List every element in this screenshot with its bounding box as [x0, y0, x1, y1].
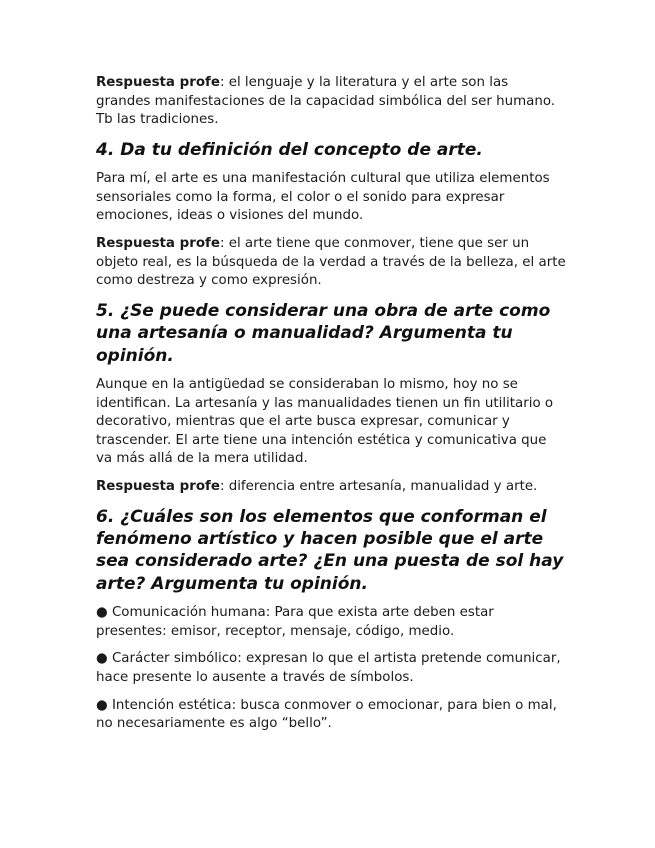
question-4-heading: 4. Da tu definición del concepto de arte. [96, 139, 483, 160]
answer-text: : diferencia entre artesanía, manualidad y arte. [219, 478, 538, 494]
answer-label: Respuesta profe [96, 75, 220, 90]
bullet-item-aesthetic [96, 697, 566, 734]
bullet-item-symbolic [96, 650, 566, 687]
answer-text: : el lenguaje y la literatura y el arte son las grandes manifestaciones de la capacidad simbólica del ser humano. Tb las tradiciones. [96, 75, 556, 128]
bullet-icon: ● [96, 651, 108, 667]
teacher-answer-5 [96, 478, 566, 497]
bullet-icon: ● [96, 605, 108, 621]
student-answer-4: Para mí, el arte es una manifestación cultural que utiliza elementos sensoriales como la forma, el color o el sonido para expresar emociones, ideas o visiones del mundo. [96, 171, 550, 224]
document-page [96, 74, 566, 743]
question-5-heading: 5. ¿Se puede considerar una obra de arte como una artesanía o manualidad? Argumenta tu opinión. [96, 300, 551, 366]
teacher-answer-3 [96, 74, 566, 130]
bullet-item-communication [96, 604, 566, 641]
answer-label: Respuesta profe [96, 478, 220, 494]
student-answer-5: Aunque en la antigüedad se consideraban lo mismo, hoy no se identifican. La artesanía y las manualidades tienen un fin utilitario o decorativo, mientras que el arte busca expresar, comunicar y trascender. El arte tiene una intención estética y comunicativa que va más allá de la mera utilidad. [96, 376, 554, 467]
answer-label: Respuesta profe [96, 235, 220, 251]
bullet-text: Comunicación humana: Para que exista arte deben estar presentes: emisor, receptor, mensaje, código, medio. [96, 605, 494, 639]
answer-text: : el arte tiene que conmover, tiene que ser un objeto real, es la búsqueda de la verdad a través de la belleza, el arte como destreza y como expresión. [96, 235, 566, 289]
teacher-answer-4 [96, 235, 566, 291]
question-6-heading: 6. ¿Cuáles son los elementos que conforman el fenómeno artístico y hacen posible que el arte sea considerado arte? ¿En una puesta de sol hay arte? Argumenta tu opinión. [96, 506, 564, 594]
bullet-icon: ● [96, 697, 108, 713]
bullet-text: Carácter simbólico: expresan lo que el artista pretende comunicar, hace presente lo ausente a través de símbolos. [96, 651, 561, 685]
bullet-text: Intención estética: busca conmover o emocionar, para bien o mal, no necesariamente es algo “bello”. [96, 697, 557, 732]
